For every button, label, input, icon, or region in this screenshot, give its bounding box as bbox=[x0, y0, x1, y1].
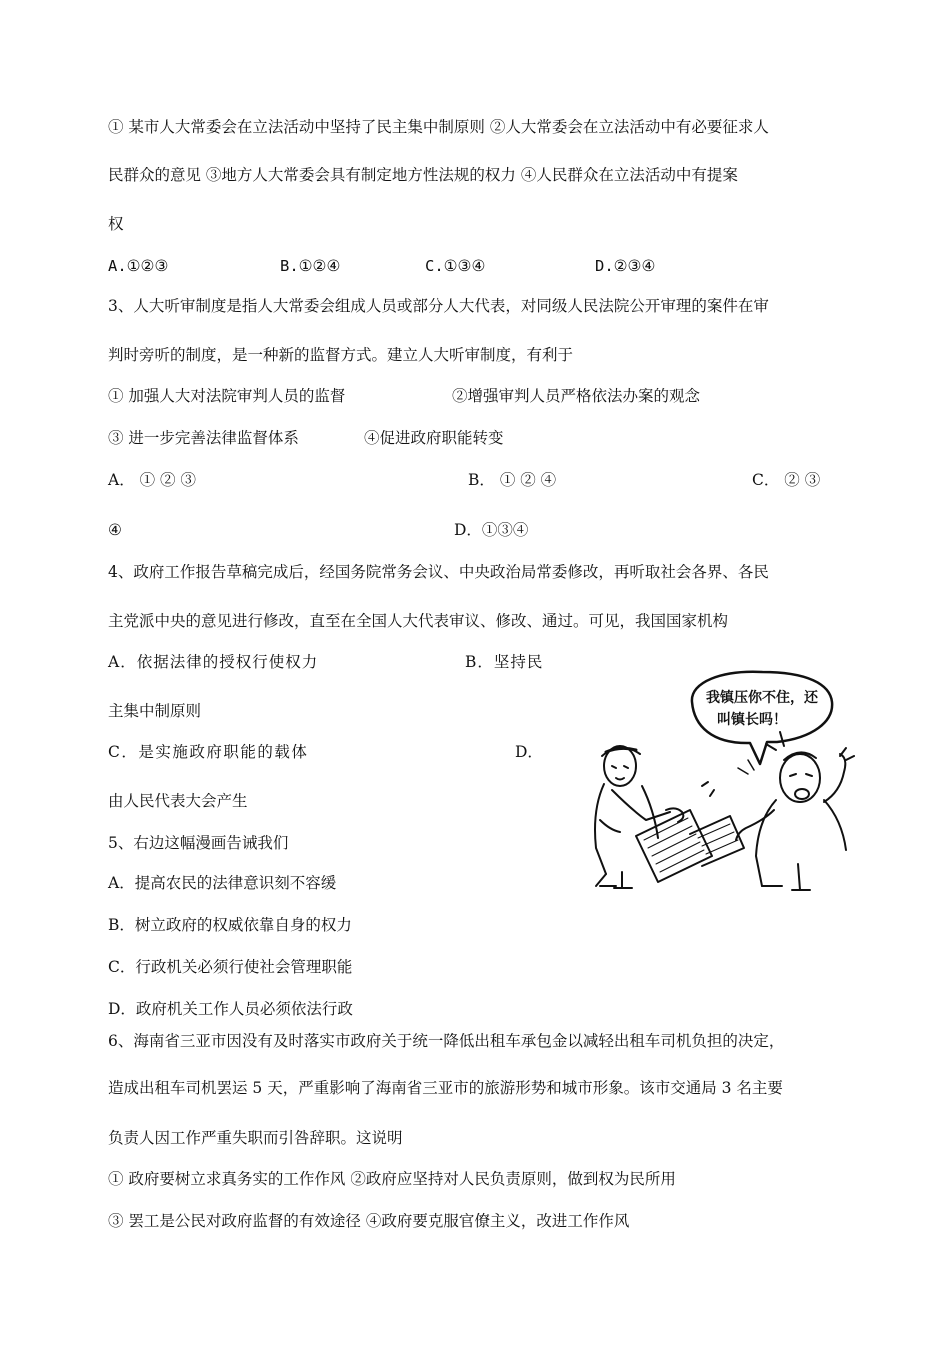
cartoon-bubble-line-1: 我镇压你不住，还 bbox=[706, 690, 818, 706]
q2-line-3: 权 bbox=[108, 215, 124, 233]
q2-option-d: D.②③④ bbox=[595, 257, 656, 275]
q4-line-1: 4、政府工作报告草稿完成后，经国务院常务会议、中央政治局常委修改，再听取社会各界、各民 bbox=[108, 563, 769, 581]
cartoon-illustration bbox=[562, 660, 870, 896]
q3-item-3: ③ 进一步完善法律监督体系 bbox=[108, 429, 299, 447]
q3-line-1: 3、人大听审制度是指人大常委会组成人员或部分人大代表，对同级人民法院公开审理的案件在审 bbox=[108, 297, 769, 315]
q6-line-3: 负责人因工作严重失职而引咎辞职。这说明 bbox=[108, 1129, 403, 1147]
q2-line-1: ① 某市人大常委会在立法活动中坚持了民主集中制原则 ②人大常委会在立法活动中有必要征求人 bbox=[108, 118, 769, 136]
q3-option-b: B． ① ② ④ bbox=[468, 471, 557, 489]
q4-option-c: C．是实施政府职能的载体 bbox=[108, 743, 309, 761]
q3-item-4: ④促进政府职能转变 bbox=[364, 429, 504, 447]
q4-option-b-cont: 主集中制原则 bbox=[108, 702, 202, 720]
q6-line-1: 6、海南省三亚市因没有及时落实市政府关于统一降低出租车承包金以减轻出租车司机负担的决定， bbox=[108, 1032, 785, 1050]
q3-option-d: D．①③④ bbox=[454, 521, 529, 539]
q4-option-a: A．依据法律的授权行使权力 bbox=[108, 653, 319, 671]
q5-option-b: B．树立政府的权威依靠自身的权力 bbox=[108, 916, 352, 934]
q6-item-1-2: ① 政府要树立求真务实的工作作风 ②政府应坚持对人民负责原则，做到权为民所用 bbox=[108, 1170, 676, 1188]
q4-option-d: D． bbox=[515, 743, 543, 761]
q3-option-c: C． ② ③ bbox=[752, 471, 821, 489]
q2-option-b: B.①②④ bbox=[280, 257, 341, 275]
q5-option-a: A．提高农民的法律意识刻不容缓 bbox=[108, 874, 337, 892]
q5-option-d: D．政府机关工作人员必须依法行政 bbox=[108, 1000, 353, 1018]
q5-stem: 5、右边这幅漫画告诫我们 bbox=[108, 834, 289, 852]
q6-line-2: 造成出租车司机罢运 5 天，严重影响了海南省三亚市的旅游形势和城市形象。该市交通局 3 名主要 bbox=[108, 1079, 783, 1097]
q3-line-2: 判时旁听的制度，是一种新的监督方式。建立人大听审制度，有利于 bbox=[108, 346, 574, 364]
q4-line-2: 主党派中央的意见进行修改，直至在全国人大代表审议、修改、通过。可见，我国国家机构 bbox=[108, 612, 729, 630]
q3-item-1: ① 加强人大对法院审判人员的监督 bbox=[108, 387, 346, 405]
cartoon-bubble-line-2: 叫镇长吗！ bbox=[717, 712, 787, 728]
q2-line-2: 民群众的意见 ③地方人大常委会具有制定地方性法规的权力 ④人民群众在立法活动中有提案 bbox=[108, 166, 738, 184]
q4-option-b: B．坚持民 bbox=[465, 653, 544, 671]
q4-option-d-cont: 由人民代表大会产生 bbox=[108, 792, 248, 810]
q2-option-a: A.①②③ bbox=[108, 257, 169, 275]
q3-item-2: ②增强审判人员严格依法办案的观念 bbox=[452, 387, 701, 405]
q6-item-3-4: ③ 罢工是公民对政府监督的有效途径 ④政府要克服官僚主义，改进工作作风 bbox=[108, 1212, 630, 1230]
q3-option-a: A． ① ② ③ bbox=[108, 471, 196, 489]
q3-option-c-cont: ④ bbox=[108, 521, 122, 539]
q5-option-c: C．行政机关必须行使社会管理职能 bbox=[108, 958, 353, 976]
q2-option-c: C.①③④ bbox=[425, 257, 486, 275]
